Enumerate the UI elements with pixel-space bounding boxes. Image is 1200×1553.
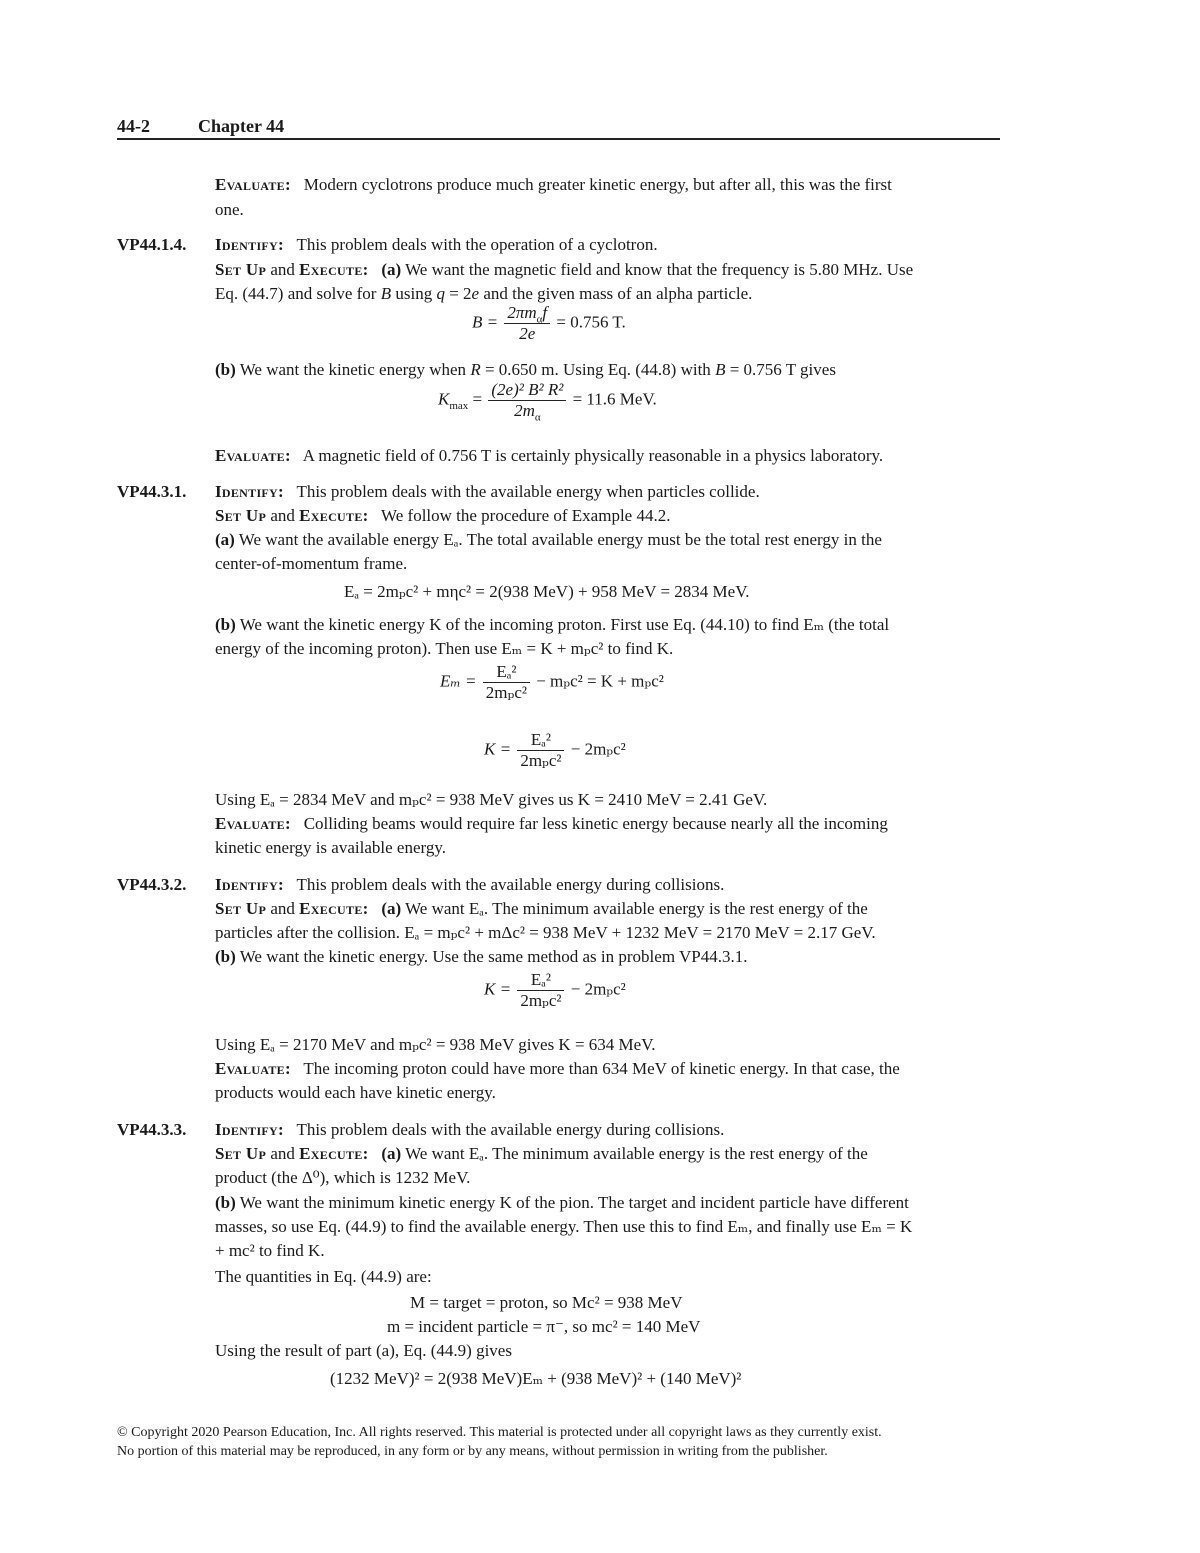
eq-lhs: K = (484, 979, 512, 999)
setup-line (215, 1144, 868, 1164)
eq-rhs: = 0.756 T. (556, 312, 626, 332)
equation-k (484, 730, 626, 771)
part-b-text: We want the minimum kinetic energy K of the pion. The target and incident particle have different (239, 1193, 909, 1212)
identify-label: Identify: (215, 875, 284, 894)
eq-lhs: B = (472, 312, 499, 332)
part-b-label: (b) (215, 947, 236, 966)
text: Eq. (44.7) and solve for (215, 284, 381, 303)
denominator: 2mₚc² (483, 682, 530, 703)
evaluate-text: Modern cyclotrons produce much greater kinetic energy, but after all, this was the first (303, 175, 892, 194)
setup-line-2 (215, 284, 752, 304)
eq-rhs: − 2mₚc² (570, 739, 626, 759)
num-text: 2πm (507, 303, 537, 322)
setup-line (215, 506, 670, 526)
execute-label: Execute: (299, 1144, 369, 1163)
part-b-line-2: masses, so use Eq. (44.9) to find the available energy. Then use this to find Eₘ, and finally use Eₘ = K (215, 1217, 913, 1236)
num-f: f (542, 303, 548, 322)
part-b-text: We want the kinetic energy. Use the same method as in problem VP44.3.1. (239, 947, 748, 966)
numerator: Eₐ² (496, 662, 517, 681)
numerator: Eₐ² (530, 730, 551, 749)
setup-text: We want the magnetic field and know that the frequency is 5.80 MHz. Use (405, 260, 914, 279)
numerator: Eₐ² (530, 970, 551, 989)
part-b-line-3: + mc² to find K. (215, 1241, 325, 1260)
numerator (504, 303, 550, 326)
eq-rhs: = 11.6 MeV. (572, 389, 657, 409)
identify-line (215, 1120, 724, 1140)
setup-text: We want Eₐ. The minimum available energy is the rest energy of the (405, 899, 868, 918)
num-text: (2e)² B² R² (491, 380, 564, 399)
part-b-label: (b) (215, 1193, 236, 1212)
text: We want the kinetic energy when (239, 360, 471, 379)
den-text: 2e (519, 324, 536, 343)
denominator: 2mₚc² (517, 750, 564, 771)
result-line: Using Eₐ = 2834 MeV and mₚc² = 938 MeV gives us K = 2410 MeV = 2.41 GeV. (215, 790, 768, 809)
text: = 0.756 T gives (725, 360, 836, 379)
setup-and: and (266, 1144, 300, 1163)
using-line: Using the result of part (a), Eq. (44.9) gives (215, 1341, 512, 1360)
execute-label: Execute: (299, 506, 369, 525)
equation-em (440, 662, 664, 703)
part-a-label: (a) (381, 1144, 402, 1163)
identify-text: This problem deals with the available energy during collisions. (296, 875, 725, 894)
problem-label: VP44.3.1. (117, 482, 187, 501)
equation-k (484, 970, 626, 1011)
part-a-label: (a) (381, 899, 402, 918)
setup-line (215, 899, 868, 919)
var: q (436, 284, 445, 303)
text: using (391, 284, 437, 303)
setup-line-2: particles after the collision. Eₐ = mₚc² + mΔc² = 938 MeV + 1232 MeV = 2170 MeV = 2.17 GeV. (215, 923, 876, 942)
denominator: 2mₚc² (517, 990, 564, 1011)
part-b-line (215, 615, 889, 635)
copyright-line-2: No portion of this material may be reproduced, in any form or by any means, without permission in writing from the publisher. (117, 1444, 828, 1459)
setup-label: Set Up (215, 899, 267, 918)
fraction (504, 303, 550, 344)
setup-and: and (266, 260, 300, 279)
identify-text: This problem deals with the available energy during collisions. (296, 1120, 725, 1139)
eq-lhs-sub: max (449, 399, 469, 412)
identify-text: This problem deals with the available energy when particles collide. (296, 482, 760, 501)
execute-label: Execute: (299, 899, 369, 918)
equation-kmax: $K_{max}$ = $\frac{\text{(2e)² B² R²}}{2m_\alpha}$ = 11.6 MeV. (438, 380, 657, 424)
numerator (488, 380, 566, 400)
setup-label: Set Up (215, 1144, 267, 1163)
setup-and: and (266, 899, 300, 918)
eq-lhs: K = (484, 739, 512, 759)
denominator (488, 400, 566, 424)
evaluate-line (215, 1059, 900, 1079)
fraction (517, 970, 564, 1011)
part-b-label: (b) (215, 615, 236, 634)
quantity-incident: m = incident particle = π⁻, so mc² = 140 MeV (387, 1317, 701, 1336)
denominator (504, 323, 550, 344)
problem-label: VP44.1.4. (117, 235, 187, 254)
part-b-label: (b) (215, 360, 236, 379)
identify-label: Identify: (215, 235, 284, 254)
var: e (471, 284, 480, 303)
page-number: 44-2 (117, 116, 150, 136)
part-a-line-2: center-of-momentum frame. (215, 554, 408, 573)
setup-line-2: product (the Δ⁰), which is 1232 MeV. (215, 1168, 471, 1187)
problem-label: VP44.3.2. (117, 875, 187, 894)
identify-line (215, 875, 724, 895)
text: = 0.650 m. Using Eq. (44.8) with (480, 360, 716, 379)
fraction (488, 380, 566, 424)
part-b-text: We want the kinetic energy K of the incoming proton. First use Eq. (44.10) to find Eₘ (the total (239, 615, 890, 634)
eq-rhs: − mₚc² = K + mₚc² (536, 671, 664, 691)
chapter-title: Chapter 44 (198, 116, 285, 136)
var: B (715, 360, 726, 379)
num-sub: α (536, 313, 543, 326)
copyright-line: © Copyright 2020 Pearson Education, Inc. All rights reserved. This material is protected under all copyright laws as they currently exist. (117, 1425, 882, 1440)
part-a-text: We want the available energy Eₐ. The total available energy must be the total rest energy in the (238, 530, 882, 549)
evaluate-text: The incoming proton could have more than 634 MeV of kinetic energy. In that case, the (303, 1059, 900, 1078)
var: B (380, 284, 392, 303)
identify-label: Identify: (215, 1120, 284, 1139)
eq-lhs: K (438, 389, 450, 409)
part-a-label: (a) (215, 530, 235, 549)
identify-text: This problem deals with the operation of a cyclotron. (296, 235, 658, 254)
setup-and: and (266, 506, 300, 525)
identify-label: Identify: (215, 482, 284, 501)
den-sub: α (534, 411, 541, 424)
part-b-line-2: energy of the incoming proton). Then use Eₘ = K + mₚc² to find K. (215, 639, 674, 658)
equation-available-energy: Eₐ = 2mₚc² + mηc² = 2(938 MeV) + 958 MeV = 2834 MeV. (344, 582, 750, 601)
eq-lhs: Eₘ = (440, 671, 477, 691)
var: R (470, 360, 481, 379)
equation-available-energy: (1232 MeV)² = 2(938 MeV)Eₘ + (938 MeV)² + (140 MeV)² (330, 1369, 742, 1388)
part-a-label: (a) (381, 260, 402, 279)
evaluate-line (215, 814, 888, 834)
evaluate-label: Evaluate: (215, 446, 291, 465)
equation-magnetic-field (472, 303, 626, 344)
result-line: Using Eₐ = 2170 MeV and mₚc² = 938 MeV gives K = 634 MeV. (215, 1035, 656, 1054)
fraction (517, 730, 564, 771)
setup-label: Set Up (215, 260, 267, 279)
evaluate-line (215, 175, 892, 195)
setup-text: We follow the procedure of Example 44.2. (381, 506, 671, 525)
evaluate-label: Evaluate: (215, 175, 291, 194)
text: and the given mass of an alpha particle. (479, 284, 753, 303)
evaluate-text: A magnetic field of 0.756 T is certainly physically reasonable in a physics laboratory. (302, 446, 884, 465)
evaluate-line-2: one. (215, 200, 244, 219)
problem-label: VP44.3.3. (117, 1120, 187, 1139)
evaluate-line-2: products would each have kinetic energy. (215, 1083, 496, 1102)
quantity-target: M = target = proton, so Mc² = 938 MeV (410, 1293, 683, 1312)
part-b-line (215, 1193, 909, 1213)
evaluate-line-2: kinetic energy is available energy. (215, 838, 446, 857)
part-b-line (215, 360, 836, 380)
part-a-line (215, 530, 882, 550)
execute-label: Execute: (299, 260, 369, 279)
setup-line (215, 260, 913, 280)
setup-label: Set Up (215, 506, 267, 525)
part-b-line (215, 947, 747, 967)
evaluate-text: Colliding beams would require far less kinetic energy because nearly all the incoming (303, 814, 888, 833)
den-text: 2m (514, 401, 535, 420)
text: = 2 (444, 284, 472, 303)
evaluate-label: Evaluate: (215, 814, 291, 833)
identify-line (215, 235, 658, 255)
evaluate-label: Evaluate: (215, 1059, 291, 1078)
evaluate-line (215, 446, 883, 466)
quantities-line: The quantities in Eq. (44.9) are: (215, 1267, 432, 1286)
page-header (117, 116, 1000, 140)
eq-rhs: − 2mₚc² (570, 979, 626, 999)
setup-text: We want Eₐ. The minimum available energy is the rest energy of the (405, 1144, 868, 1163)
identify-line (215, 482, 760, 502)
fraction (483, 662, 530, 703)
